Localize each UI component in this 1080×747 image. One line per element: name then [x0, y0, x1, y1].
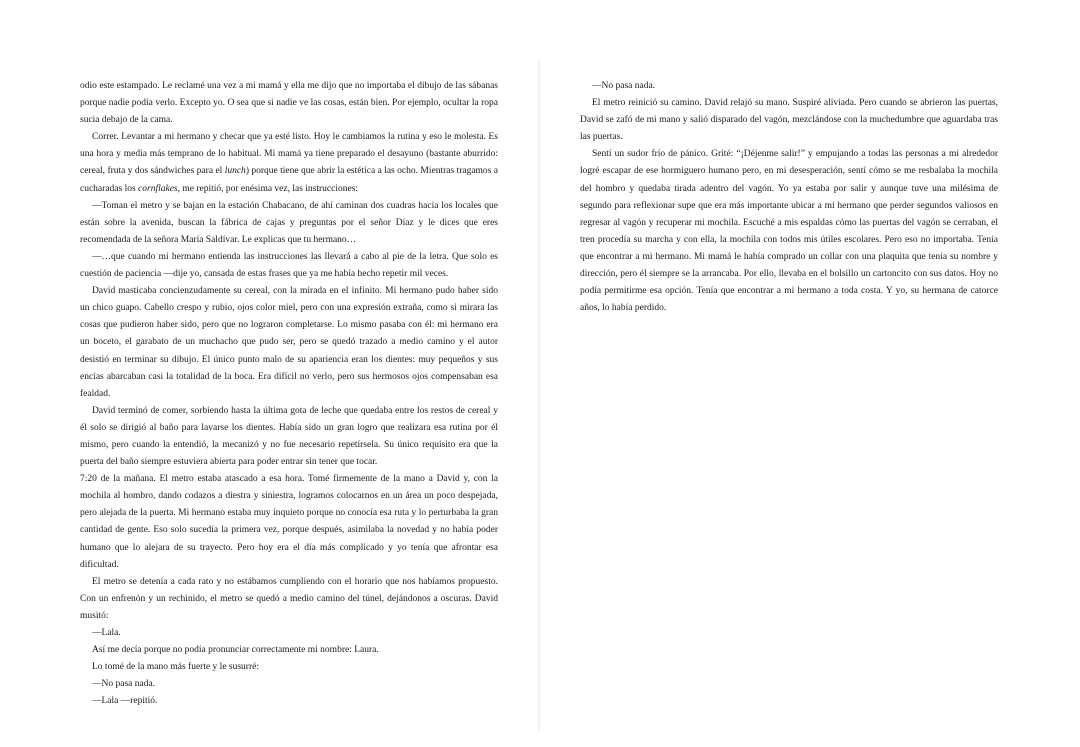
left-page-text — [80, 78, 498, 710]
paragraph: —Toman el metro y se bajan en la estación Chabacano, de ahí caminan dos cuadras hacia los locales que están sobre la avenida, buscan la fábrica de cajas y preguntas por el señor Díaz y le dices que eres recomendada de la señora María Saldívar. Le explicas que tu hermano… — [80, 200, 498, 245]
italic-word: cornflakes — [138, 183, 178, 194]
italic-word: lunch — [224, 166, 246, 177]
right-page-text — [580, 78, 998, 317]
paragraph: Sentí un sudor frío de pánico. Grité: “¡Déjenme salir!” y empujando a todas las personas a mi alrededor logré escapar de ese hormiguero humano pero, en mi desesperación, sentí cómo se me resbalaba la mochila del hombro y quedaba tirada adentro del vagón. Yo ya estaba por salir y aunque tuve una milésima de segundo para reflexionar supe que era más importante ubicar a mi hermano que perder segundos valiosos en regresar al vagón y recuperar mi mochila. Escuché a mis espaldas cómo las puertas del vagón se cerraban, el tren procedía su marcha y con ella, la mochila con todos mis útiles escolares. Pero eso no importaba. Tenía que encontrar a mi hermano. Mi mamá le había comprado un collar con una plaquita que tenía su nombre y dirección, pero él siempre se la arrancaba. Por ello, llevaba en el bolsillo un cartoncito con sus datos. Hoy no podía permitirme esa opción. Tenía que encontrar a mi hermano a toda costa. Y yo, su hermana de catorce años, lo había perdido. — [580, 149, 998, 314]
paragraph: odio este estampado. Le reclamé una vez a mi mamá y ella me dijo que no importaba el dibujo de las sábanas porque nadie podía verlo. Excepto yo. O sea que si nadie ve las cosas, están bien. Por ejemplo, ocultar la ropa sucia debajo de la cama. — [80, 81, 498, 126]
paragraph: Lo tomé de la mano más fuerte y le susurré: — [92, 662, 259, 673]
paragraph: El metro reinició su camino. David relajó su mano. Suspiré aliviada. Pero cuando se abrieron las puertas, David se zafó de mi mano y salió disparado del vagón, mezclándose con la muchedumbre que aguardaba tras las puertas. — [580, 98, 998, 143]
right-page — [540, 0, 1080, 747]
paragraph — [80, 129, 498, 197]
paragraph: El metro se detenía a cada rato y no estábamos cumpliendo con el horario que nos habíamos propuesto. Con un enfrenón y un rechinido, el metro se quedó a medio camino del túnel, dejándonos a oscuras. David musitó: — [80, 576, 498, 621]
paragraph-text: ) porque tiene que abrir la estética a las ocho. Mientras tragamos a cucharadas los — [80, 166, 498, 194]
dialogue-line: —Lala. — [92, 628, 121, 638]
paragraph-text: , me repitió, por enésima vez, las instrucciones: — [177, 183, 359, 194]
dialogue-line: —Lala —repitió. — [92, 696, 158, 707]
paragraph: David terminó de comer, sorbiendo hasta la última gota de leche que quedaba entre los restos de cereal y él solo se dirigió al baño para lavarse los dientes. Había sido un gran logro que realizara esa rutina por él mismo, pero cuando la entendió, la mecanizó y no fue necesario repetírsela. Su único requisito era que la puerta del baño siempre estuviera abierta para poder entrar sin tener que tocar. — [80, 405, 498, 468]
paragraph: 7:20 de la mañana. El metro estaba atascado a esa hora. Tomé firmemente de la mano a David y, con la mochila al hombro, dando codazos a diestra y siniestra, logramos colocarnos en un área un poco despejada, pero alejada de la puerta. Mi hermano estaba muy inquieto porque no conocía esa ruta y lo perturbaba la gran cantidad de gente. Eso solo sucedía la primera vez, porque después, asimilaba la novedad y no había poder humano que lo alejara de su trayecto. Pero hoy era el día más complicado y yo tenía que afrontar esa dificultad. — [80, 474, 498, 570]
paragraph: —…que cuando mi hermano entienda las instrucciones las llevará a cabo al pie de la letra. Que solo es cuestión de paciencia —dije yo, cansada de estas frases que ya me había hecho repetir mil veces. — [80, 251, 498, 280]
dialogue-line: —No pasa nada. — [92, 679, 156, 690]
paragraph-text: Correr. Levantar a mi hermano y checar que ya esté listo. Hoy le cambiamos la rutina y eso le molesta. Es una hora y media más temprano de lo habitual. Mi mamá ya tiene preparado el desayuno (bastante aburrido: cereal, fruta y dos sándwiches para el — [80, 132, 498, 177]
paragraph: David masticaba concienzudamente su cereal, con la mirada en el infinito. Mi hermano pudo haber sido un chico guapo. Cabello crespo y rubio, ojos color miel, pero con una expresión extraña, como si mirara las cosas que pudieron haber sido, pero que no lograron completarse. Lo mismo pasaba con él: mi hermano era un boceto, el garabato de un muchacho que pudo ser, pero se quedó trazado a medio camino y el autor desistió en terminar su dibujo. El único punto malo de su apariencia eran los dientes: muy pequeños y sus encías abarcaban casi la totalidad de la boca. Era difícil no verlo, pero sus hermosos ojos compensaban esa fealdad. — [80, 286, 498, 399]
paragraph: Así me decía porque no podía pronunciar correctamente mi nombre: Laura. — [92, 645, 379, 656]
dialogue-line: —No pasa nada. — [592, 81, 656, 91]
